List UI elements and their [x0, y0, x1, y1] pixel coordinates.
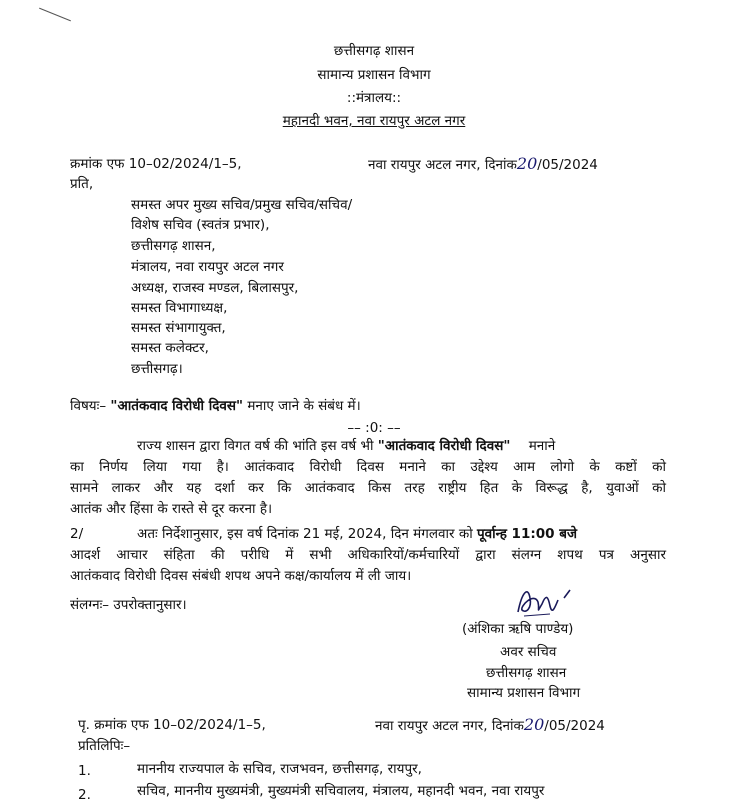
signatory-name: (अंशिका ऋषि पाण्डेय): [462, 621, 574, 637]
para2-line3: आतंकवाद विरोधी दिवस संबंधी शपथ अपने कक्ष/कार्यालय में ली जाय।: [70, 568, 412, 584]
copy-item-number: 2.: [78, 787, 91, 803]
copy-item-number: 1.: [78, 763, 91, 779]
endorsement-place: नवा रायपुर अटल नगर, दिनांक: [375, 718, 524, 734]
endorsement-day-handwritten: 20: [523, 715, 545, 734]
copy-item-text: माननीय राज्यपाल के सचिव, राजभवन, छत्तीसगढ़, रायपुर,: [137, 761, 422, 777]
signatory-department: सामान्य प्रशासन विभाग: [467, 685, 581, 701]
subject-title: "आतंकवाद विरोधी दिवस": [110, 398, 244, 414]
recipient-line: मंत्रालय, नवा रायपुर अटल नगर: [131, 259, 284, 275]
para2-line1: [137, 525, 577, 543]
reference-place: नवा रायपुर अटल नगर, दिनांक: [368, 157, 517, 173]
endorsement-month-year: /05/2024: [544, 718, 605, 734]
subject-label: विषयः–: [70, 398, 107, 414]
separator: –– :0: ––: [347, 420, 401, 436]
header-address: महानदी भवन, नवा रायपुर अटल नगर: [282, 113, 466, 129]
pen-mark: [39, 8, 71, 22]
para1-line1: [137, 437, 555, 455]
endorsement-date: [375, 716, 605, 735]
recipient-line: छत्तीसगढ़।: [131, 361, 183, 377]
signatory-designation: अवर सचिव: [500, 644, 557, 660]
recipient-line: छत्तीसगढ़ शासन,: [131, 238, 216, 254]
para2-bold-time: पूर्वान्ह 11:00 बजे: [476, 526, 577, 542]
header-department: सामान्य प्रशासन विभाग: [317, 67, 431, 83]
para1-text-end: मनाने: [528, 438, 556, 454]
para2-text: अतः निर्देशानुसार, इस वर्ष दिनांक 21 मई, 2024, दिन मंगलवार को: [137, 526, 473, 542]
endorsement-number: पृ. क्रमांक एफ 10–02/2024/1–5,: [78, 717, 266, 733]
reference-date: [368, 155, 598, 174]
recipient-line: समस्त संभागायुक्त,: [131, 320, 226, 336]
signature-scribble: [510, 584, 580, 620]
para1-line3: सामने लाकर और यह दर्शा कर कि आतंकवाद किस तरह राष्ट्रीय हित के विरूद्ध है, युवाओं को: [70, 480, 666, 496]
subject-rest: मनाए जाने के संबंध में।: [247, 398, 361, 414]
header-government: छत्तीसगढ़ शासन: [333, 43, 415, 59]
header-ministry: ::मंत्रालय::: [346, 90, 402, 106]
para1-bold-title: "आतंकवाद विरोधी दिवस": [377, 438, 511, 454]
to-label: प्रति,: [70, 176, 94, 192]
reference-number: क्रमांक एफ 10–02/2024/1–5,: [70, 156, 242, 172]
recipient-line: विशेष सचिव (स्वतंत्र प्रभार),: [131, 217, 270, 233]
enclosure: संलग्नः– उपरोक्तानुसार।: [70, 597, 187, 613]
recipient-line: समस्त कलेक्टर,: [131, 340, 209, 356]
subject-line: [70, 397, 361, 415]
reference-month-year: /05/2024: [537, 157, 598, 173]
para1-line4: आतंक और हिंसा के रास्ते से दूर करना है।: [70, 501, 273, 517]
recipient-line: समस्त अपर मुख्य सचिव/प्रमुख सचिव/सचिव/: [131, 197, 353, 213]
recipient-line: समस्त विभागाध्यक्ष,: [131, 300, 228, 316]
copy-label: प्रतिलिपिः–: [78, 738, 131, 754]
para2-line2: आदर्श आचार संहिता की परीधि में सभी अधिकारियों/कर्मचारियों द्वारा संलग्न शपथ पत्र अनुसार: [70, 547, 666, 563]
reference-day-handwritten: 20: [516, 154, 538, 173]
copy-item-text: सचिव, माननीय मुख्यमंत्री, मुख्यमंत्री सचिवालय, मंत्रालय, महानदी भवन, नवा रायपुर: [137, 783, 545, 799]
recipient-line: अध्यक्ष, राजस्व मण्डल, बिलासपुर,: [131, 280, 299, 296]
para1-text: राज्य शासन द्वारा विगत वर्ष की भांति इस वर्ष भी: [137, 438, 374, 454]
para2-number: 2/: [70, 526, 84, 542]
signatory-org: छत्तीसगढ़ शासन: [486, 665, 567, 681]
para1-line2: का निर्णय लिया गया है। आतंकवाद विरोधी दिवस मनाने का उद्देश्य आम लोगो के कष्टों को: [70, 459, 666, 475]
